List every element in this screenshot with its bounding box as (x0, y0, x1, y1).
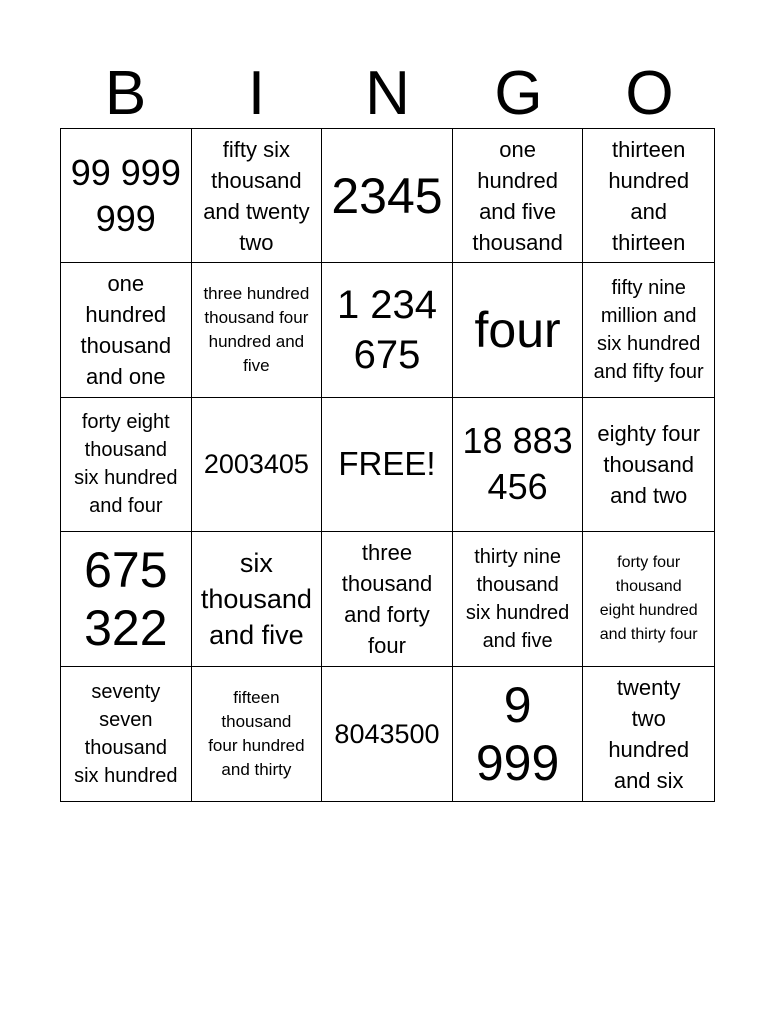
cell-text: 2003405 (203, 449, 309, 480)
bingo-cell-r3-c3[interactable] (322, 398, 453, 532)
cell-text: forty four thousand eight hundred and thirty four (599, 553, 698, 643)
bingo-cell-r2-c1[interactable] (61, 263, 192, 397)
header-letter-i: I (247, 59, 266, 128)
cell-text: 9 999 (475, 676, 560, 791)
cell-text: 2345 (331, 167, 443, 224)
bingo-cell-r3-c4[interactable] (453, 398, 584, 532)
bingo-cell-r3-c1[interactable] (61, 398, 192, 532)
cell-text: eighty four thousand and two (597, 420, 701, 508)
cell-text: seventy seven thousand six hundred (74, 680, 178, 787)
bingo-cell-r5-c5[interactable] (583, 667, 714, 801)
cell-text: fifteen thousand four hundred and thirty (208, 687, 305, 779)
cell-text: 18 883 456 (462, 420, 573, 508)
bingo-cell-r5-c3[interactable] (322, 667, 453, 801)
cell-text: three thousand and forty four (341, 539, 433, 658)
bingo-cell-r4-c4[interactable] (453, 532, 584, 666)
cell-text: 675 322 (84, 541, 168, 656)
bingo-cell-r4-c3[interactable] (322, 532, 453, 666)
bingo-cell-r4-c1[interactable] (61, 532, 192, 666)
bingo-cell-r4-c2[interactable] (192, 532, 323, 666)
bingo-cell-r3-c2[interactable] (192, 398, 323, 532)
cell-text: fifty six thousand and twenty two (203, 136, 310, 255)
cell-text: one hundred and five thousand (472, 136, 563, 255)
bingo-cell-r2-c5[interactable] (583, 263, 714, 397)
cell-text: 1 234 675 (336, 283, 438, 378)
bingo-cell-r1-c5[interactable] (583, 129, 714, 263)
header-letter-g: G (494, 59, 543, 128)
cell-text: three hundred thousand four hundred and five (203, 284, 310, 376)
bingo-cell-r2-c4[interactable] (453, 263, 584, 397)
bingo-cell-r4-c5[interactable] (583, 532, 714, 666)
bingo-cell-r2-c3[interactable] (322, 263, 453, 397)
bingo-header (60, 60, 715, 128)
cell-text: 8043500 (334, 718, 440, 749)
cell-text: 99 999 999 (70, 151, 181, 239)
cell-text: six thousand and five (200, 547, 312, 650)
bingo-board (60, 128, 715, 802)
cell-text: thirteen hundred and thirteen (608, 136, 690, 255)
bingo-cell-r1-c1[interactable] (61, 129, 192, 263)
cell-text: thirty nine thousand six hundred and five (465, 545, 570, 652)
bingo-cell-r5-c4[interactable] (453, 667, 584, 801)
cell-text: twenty two hundred and six (608, 674, 690, 793)
header-letter-b: B (104, 59, 147, 128)
bingo-cell-r5-c1[interactable] (61, 667, 192, 801)
header-letter-o: O (625, 59, 674, 128)
bingo-cell-r1-c4[interactable] (453, 129, 584, 263)
cell-text: fifty nine million and six hundred and fifty four (593, 277, 704, 384)
cell-text: FREE! (338, 445, 436, 483)
bingo-cell-r2-c2[interactable] (192, 263, 323, 397)
cell-text: one hundred thousand and one (80, 271, 172, 390)
bingo-cell-r1-c2[interactable] (192, 129, 323, 263)
cell-text: four (474, 302, 561, 359)
cell-text: forty eight thousand six hundred and four (74, 411, 178, 518)
bingo-cell-r3-c5[interactable] (583, 398, 714, 532)
bingo-cell-r5-c2[interactable] (192, 667, 323, 801)
bingo-cell-r1-c3[interactable] (322, 129, 453, 263)
header-letter-n: N (365, 59, 410, 128)
